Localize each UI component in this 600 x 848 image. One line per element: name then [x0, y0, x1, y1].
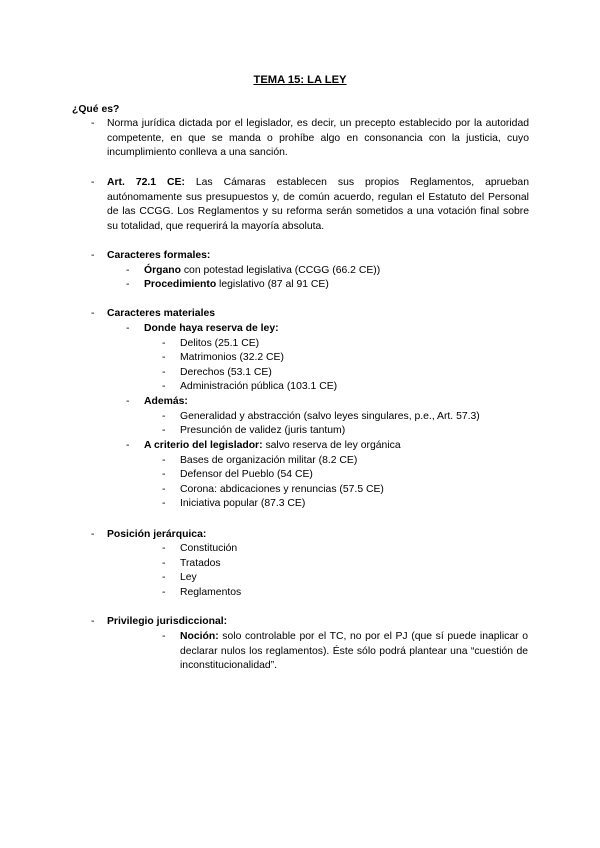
caracteres-formales-heading: Caracteres formales: [107, 250, 211, 261]
privilegio-heading: Privilegio jurisdiccional: [107, 616, 228, 627]
document-page: TEMA 15: LA LEY ¿Qué es? - Norma jurídica dictada por el legislador, es decir, un precepto establecido por la autoridad competente, en que se manda o prohíbe algo en consonancia con la justicia, cuyo incumplimiento conlleva a una sanción. - Art. 72.1 CE: Las Cámaras establecen sus propios Reglamentos, aprueban autónomamente sus presupuestos y, de común acuerdo, regulan el Estatuto del Personal de las CCGG. Los Reglamentos y su reforma serán sometidos a una votación final sobre su totalidad, que requerirá la mayoría absoluta. - Caracteres formales: - Órgano con potestad legislativa (CCGG (66.2 CE)) - Procedimiento legislativo (87 al 91 CE) - Caracteres materiales - Donde haya reserva de ley: - Delitos (25.1 CE) - Matrimonios (32.2 CE) - Derechos (53.1 CE) - Administración pública (103.1 CE) - Además: - Generalidad y abstracción (salvo leyes singulares, p.e., Art. 57.3) - Presunción de validez (juris tantum) - A criterio del legislador: salvo reserva de ley orgánica - Bases de organización militar (8.2 CE) - Defensor del Pueblo (54 CE) - Corona: abdicaciones y renuncias (57.5 CE) - Iniciativa popular (87.3 CE) - Posición jerárquica: - Constitución - Tratados - Ley - Reglamentos - Privilegio jurisdiccional: - Noción: solo controlable por el TC, no por el PJ (que sí puede inaplicar o declarar nulos los reglamentos). Éste sólo podrá plantear una “cuestión de inconstitucionalidad”. [0, 0, 600, 848]
art-label: Art. 72.1 CE: [107, 177, 185, 188]
que-es-heading: ¿Qué es? [72, 104, 120, 115]
caracteres-materiales-heading: Caracteres materiales [107, 308, 216, 319]
page-title: TEMA 15: LA LEY [253, 74, 347, 86]
posicion-heading: Posición jerárquica: [107, 529, 207, 540]
definition-text: Norma jurídica dictada por el legislador, es decir, un precepto establecido por la autoridad competente, en que se manda o prohíbe algo en consonancia con la justicia, cuyo incumplimiento conlleva a una sanción. [107, 118, 529, 159]
nocion-text: Noción: solo controlable por el TC, no por el PJ (que sí puede inaplicar o declarar nulos los reglamentos). Éste sólo podrá plantear una “cuestión de inconstitucionalidad”. [180, 631, 528, 672]
art-text: Art. 72.1 CE: Las Cámaras establecen sus propios Reglamentos, aprueban autónomamente sus presupuestos y, de común acuerdo, regulan el Estatuto del Personal de las CCGG. Los Reglamentos y su reforma serán sometidos a una votación final sobre su totalidad, que requerirá la mayoría absoluta. [107, 177, 529, 232]
